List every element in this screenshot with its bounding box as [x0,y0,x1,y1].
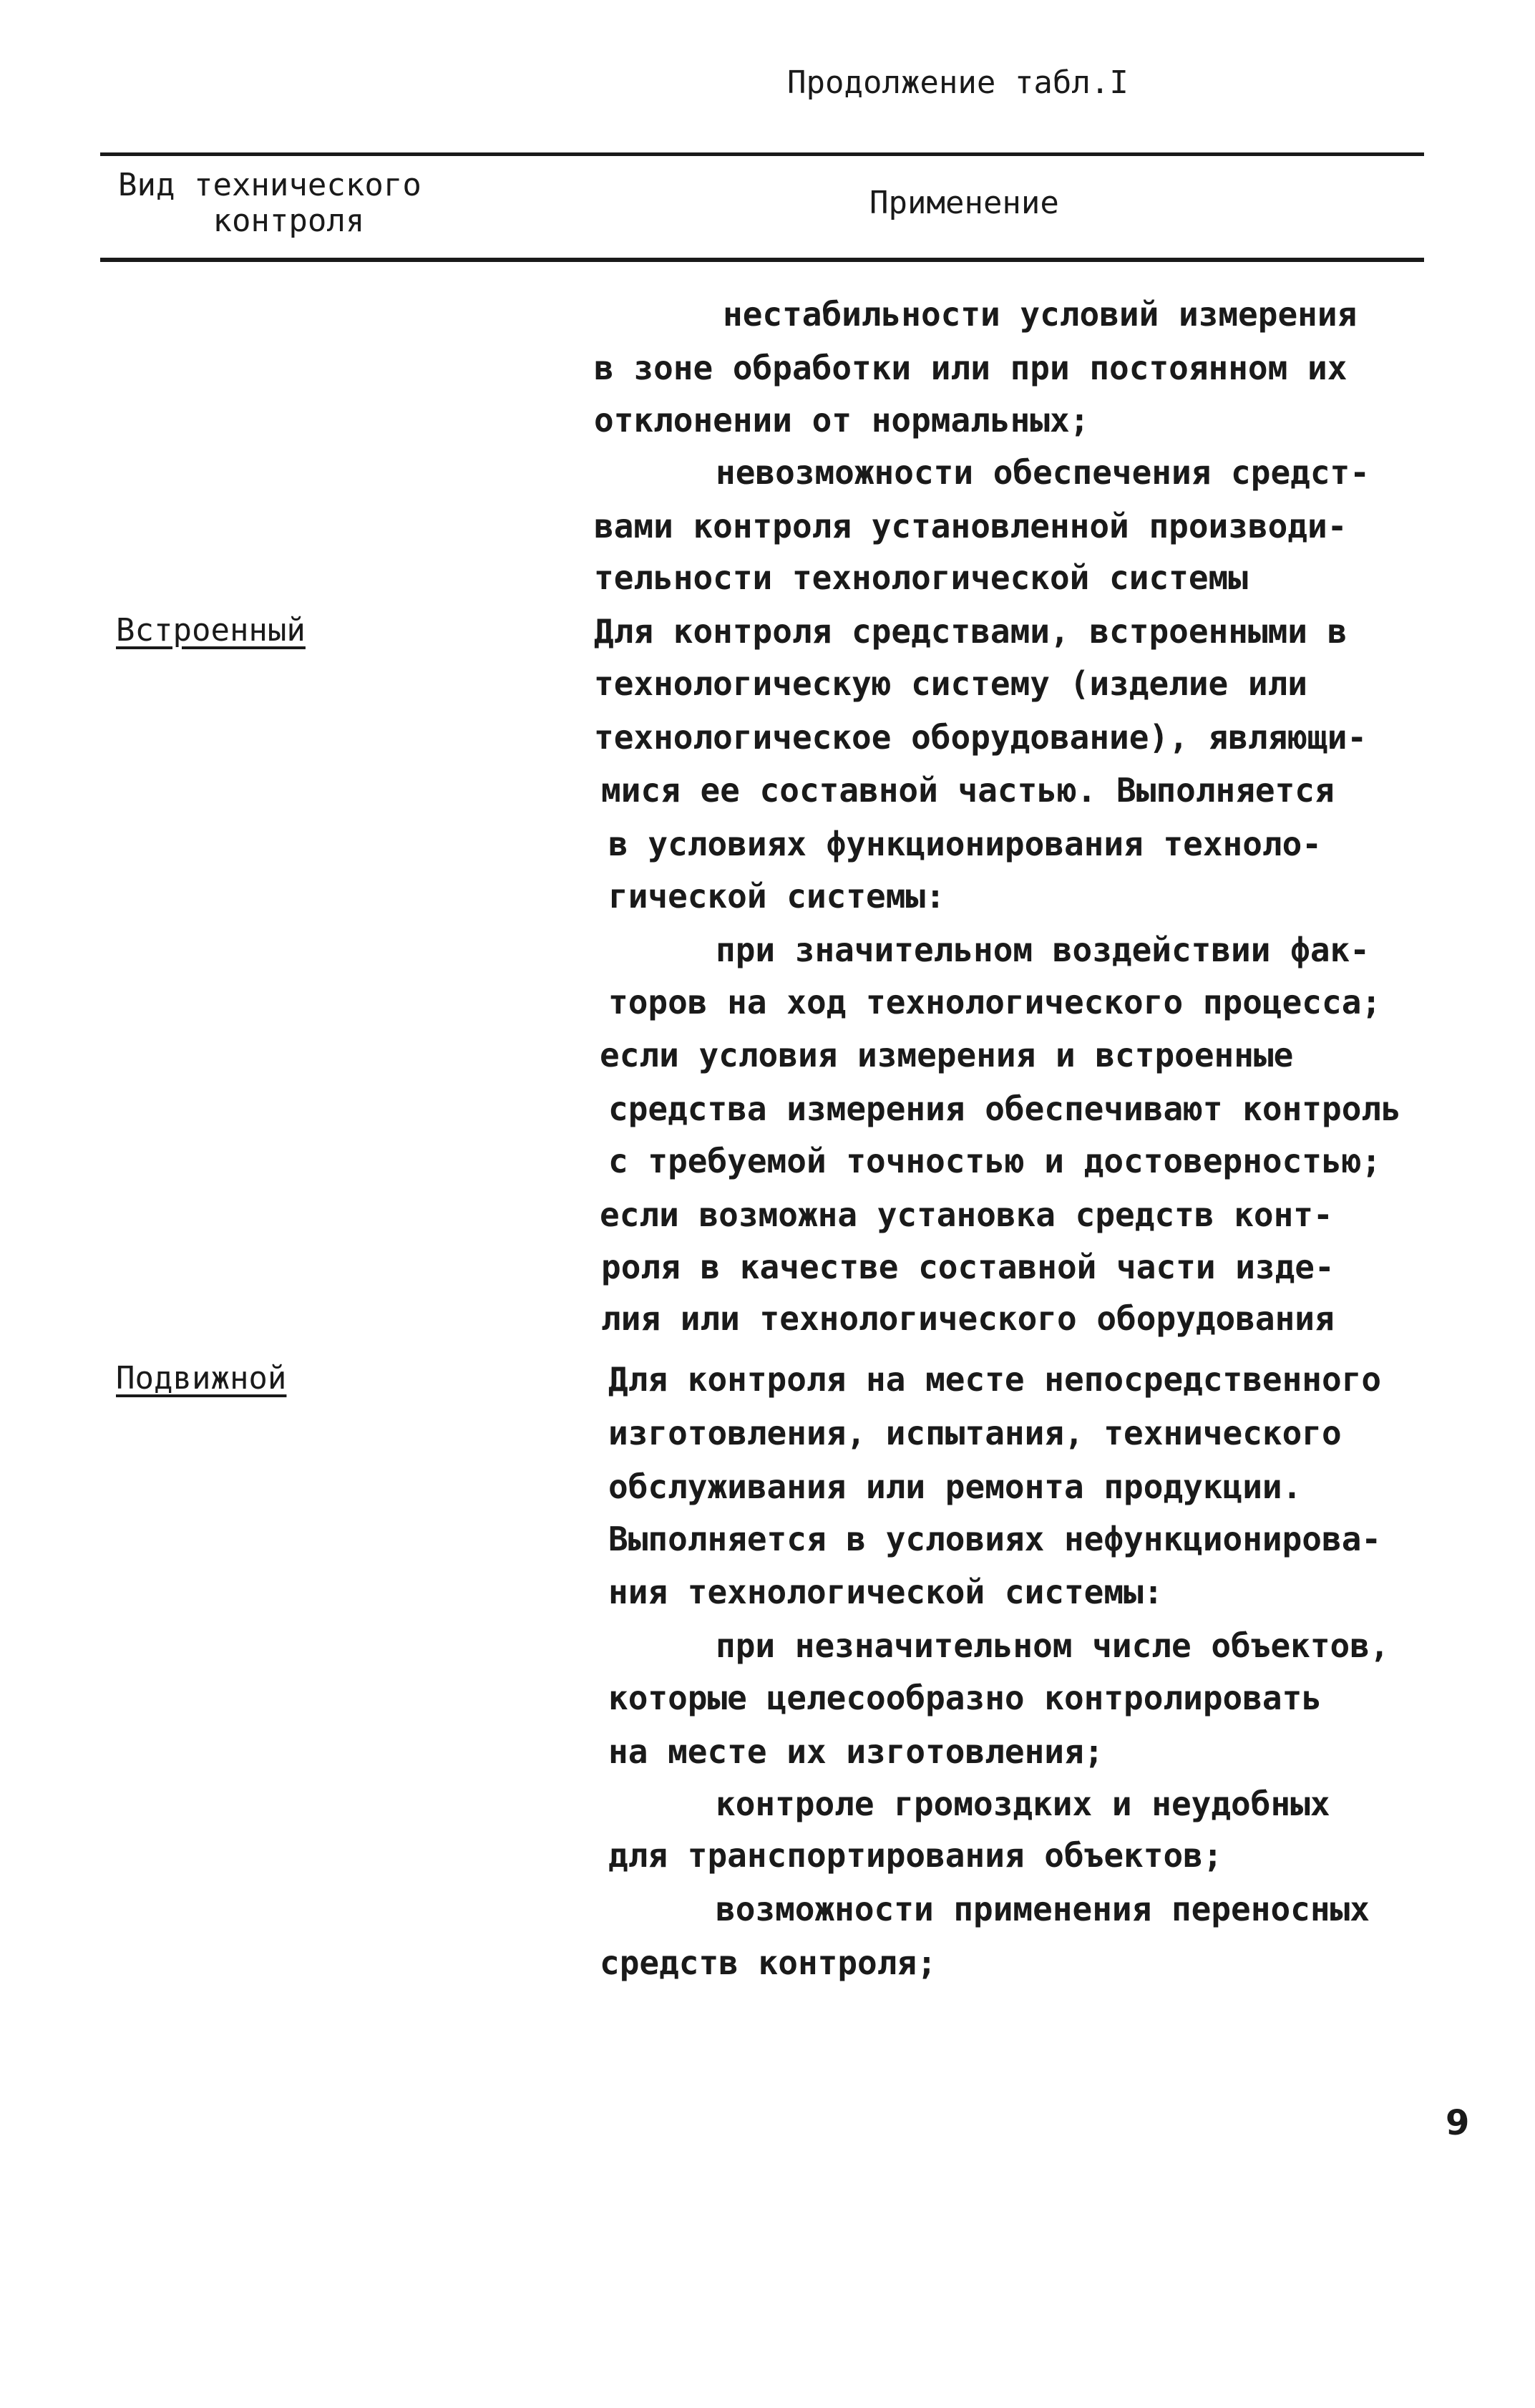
text-line: средства измерения обеспечивают контроль [608,1089,1401,1128]
text-line: гической системы: [608,877,945,916]
text-line: возможности применения переносных [716,1890,1370,1928]
text-line: лия или технологического оборудования [601,1299,1335,1338]
table-top-rule [100,152,1424,156]
text-line: при значительном воздействии фак- [716,931,1370,969]
text-line: Выполняется в условиях нефункционирова- [608,1520,1382,1558]
text-line: обслуживания или ремонта продукции. [608,1467,1302,1506]
text-line: средств контроля; [600,1943,937,1982]
column-header-kind [118,168,421,239]
text-line: которые целесообразно контролировать [608,1679,1322,1717]
text-line: в условиях функционирования техноло- [608,825,1322,863]
text-line: невозможности обеспечения средст- [716,453,1370,492]
text-line: технологическую систему (изделие или [594,664,1307,703]
column-header-kind-line1: Вид технического [118,167,421,203]
table-continuation-caption: Продолжение табл.I [787,64,1129,101]
text-line: ния технологической системы: [608,1573,1164,1611]
text-line: на месте их изготовления; [608,1732,1104,1771]
text-line: в зоне обработки или при постоянном их [594,349,1348,387]
column-header-application: Применение [869,185,1059,221]
text-line: тельности технологической системы [594,558,1248,597]
text-line: если возможна установка средств конт- [600,1195,1333,1234]
text-line: с требуемой точностью и достоверностью; [608,1142,1382,1180]
control-kind-builtin: Встроенный [116,612,306,649]
text-line: при незначительном числе объектов, [716,1626,1390,1665]
text-line: контроле громоздких и неудобных [716,1785,1330,1823]
text-line: отклонении от нормальных; [594,401,1090,440]
text-line: мися ее составной частью. Выполняется [601,771,1335,810]
text-line: технологическое оборудование), являющи- [594,718,1368,757]
text-line: торов на ход технологического процесса; [608,983,1382,1021]
text-line: Для контроля на месте непосредственного [608,1360,1382,1399]
column-header-kind-line2: контроля [213,203,365,239]
text-line: роля в качестве составной части изде- [601,1248,1335,1286]
text-line: если условия измерения и встроенные [600,1036,1294,1074]
table-header-rule [100,258,1424,262]
text-line: изготовления, испытания, технического [608,1414,1342,1452]
text-line: нестабильности условий измерения [723,295,1358,334]
text-line: вами контроля установленной производи- [594,507,1348,545]
text-line: для транспортирования объектов; [608,1836,1223,1875]
text-line: Для контроля средствами, встроенными в [594,612,1348,651]
page-number: 9 [1446,2103,1470,2143]
control-kind-mobile: Подвижной [116,1360,287,1397]
